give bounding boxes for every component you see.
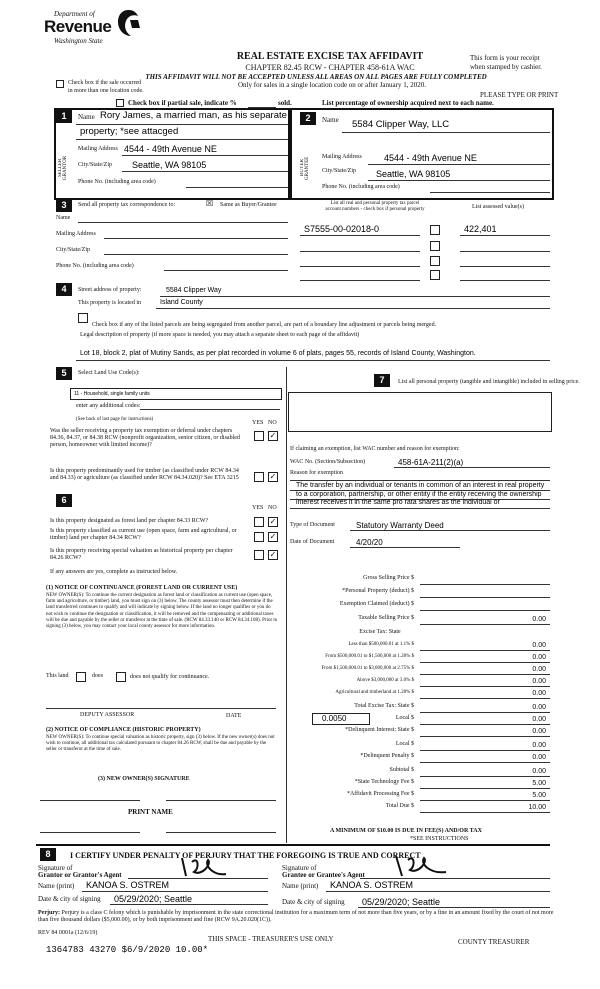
logo-state: Washington State [54,37,103,45]
perjury-notice [38,910,554,924]
s2-city-label: City/State/Zip [322,168,356,174]
s1-city-label: City/State/Zip [78,162,112,168]
tax-row-label: Less than $500,000.01 at 1.1% $ [348,642,414,647]
s1-mail-label: Mailing Address [78,146,118,152]
land-does-checkbox[interactable] [76,672,86,682]
multi-location-label: Check box if the sale occurred [68,80,142,86]
s6-question-2: Is this property classified as current use (open space, farm and agricultural, or timber) land per chapter 84.34 RCW? [50,528,237,541]
tax-row-label: *Affidavit Processing Fee $ [346,791,414,797]
grantor-sig-label: Signature of [38,864,73,872]
property-county[interactable]: Island County [160,299,203,306]
tax-row-line [420,788,550,789]
deputy-assessor-label: DEPUTY ASSESSOR [80,712,135,718]
s5-q2-yes-checkbox[interactable] [254,472,264,482]
same-as-buyer-checkbox[interactable]: ☒ [206,199,214,208]
buyer-name[interactable]: 5584 Clipper Way, LLC [352,119,450,130]
doc-date-label: Date of Document [290,539,335,545]
tax-row-label: Subtotal $ [389,767,414,773]
grantee-signature[interactable] [392,852,452,880]
sales-note: Only for sales in a single location code on or after January 1, 2020. [238,81,426,89]
s5-yes: YES [252,420,264,426]
s5-question-1: Was the seller receiving a property tax exemption or deferral under chapters 84.36, 84.37, or 84.38 RCW (nonprofit organization, senior citizen, or disabled person, homeowner with limited income)? [50,428,240,448]
tax-row-line [420,712,550,713]
reason-label: Reason for exemption [290,470,343,476]
tax-row-value[interactable]: 0.00 [532,690,546,697]
s6-yes: YES [252,505,264,511]
tax-row-label: Exemption Claimed (deduct) $ [339,601,414,607]
perjury-text: Perjury is a class C felony which is punishable by imprisonment in the state correctional institution for a maximum term of not more than five years, or by a fine in an amount fixed by the court of not more than five thousand dollars ($5,000.00), or by both imprisonment and fine (RCW 9A.20.020(1C)). [38,910,554,923]
tax-row-value[interactable]: 0.00 [532,678,546,685]
deputy-date-label: DATE [226,713,242,719]
tax-row-line [420,686,550,687]
s3-phone-label: Phone No. (including area code) [56,263,134,269]
does-not-label: does not qualify for continuance. [130,674,210,680]
tax-row-line [420,597,550,598]
ownership-label: List percentage of ownership acquired next to each name. [322,99,494,107]
tax-row-label: Excise Tax: State [359,629,401,635]
receipt-note-2: when stamped by cashier. [470,63,542,71]
grantee-date-label: Date & city of signing [282,898,345,906]
tax-row-line [420,662,550,663]
grantee-date-city[interactable]: 05/29/2020; Seattle [362,897,441,907]
county-treasurer-label: COUNTY TREASURER [458,938,530,946]
grantee-print-label: Name (print) [282,882,319,890]
partial-sale-label: Check box if partial sale, indicate % [128,99,237,107]
exemption-label: If claiming an exemption, list WAC number and reason for exemption: [290,446,460,452]
parcel-1-personal-checkbox[interactable] [430,225,440,235]
assessed-header: List assessed value(s) [472,204,524,210]
s6-q2-yes-checkbox[interactable] [254,532,264,542]
wac-number[interactable]: 458-61A-211(2)(a) [398,458,464,467]
multi-location-label-2: in more than one location code. [68,88,144,94]
tax-row-value[interactable]: 0.00 [532,704,546,711]
form-revision: REV 84 0001a (12/6/19) [38,930,98,936]
s5-question-2: Is this property predominantly used for timber (as classified under RCW 84.34 and 84.33) or agriculture (as classified under RCW 84.34.020)? See ETA 3215 [50,468,239,481]
buyer-city[interactable]: Seattle, WA 98105 [376,169,451,179]
landuse-value: 11 - Household, single family units [74,391,150,397]
tax-row-value[interactable]: 0.00 [532,666,546,673]
tax-row-value[interactable]: 10.00 [528,804,546,811]
seller-name-line2[interactable]: property; *see attacged [80,126,179,137]
s6-q2-no-checkbox[interactable]: ✓ [269,532,277,541]
tax-row-label: Taxable Selling Price $ [358,615,414,621]
tax-row-line [420,750,550,751]
form-warning: THIS AFFIDAVIT WILL NOT BE ACCEPTED UNLESS ALL AREAS ON ALL PAGES ARE FULLY COMPLETED [145,73,487,81]
s2-phone-label: Phone No. (including area code) [322,184,400,190]
tax-row-label: Total Excise Tax: State $ [354,703,414,709]
section-3-badge: 3 [56,199,72,212]
s3-name-label: Name [56,215,71,221]
legal-description[interactable]: Lot 18, block 2, plat of Mutiny Sands, as per plat recorded in volume 6 of plats, pages 55, records of Island County, Washington. [80,350,476,357]
s6-question-3: Is this property receiving special valuation as historical property per chapter 84.26 RCW? [50,548,233,561]
tax-row-line [420,800,550,801]
tax-row-label: Local $ [395,741,414,747]
tax-row-value[interactable]: 0.00 [532,654,546,661]
minimum-due-note: A MINIMUM OF $10.00 IS DUE IN FEE(S) AND/OR TAX [330,828,482,834]
tax-row-label: *Delinquent Interest: State $ [345,727,414,733]
perjury-title: Perjury: [38,910,60,916]
tax-row-value[interactable]: 0.00 [532,716,546,723]
parcel-2-personal-checkbox[interactable] [430,241,440,251]
s5-q2-no-checkbox[interactable]: ✓ [269,472,277,481]
form-chapter: CHAPTER 82.45 RCW - CHAPTER 458-61A WAC [245,63,415,72]
property-street[interactable]: 5584 Clipper Way [166,287,222,294]
partial-sale-checkbox[interactable] [116,99,124,107]
assessed-value-1[interactable]: 422,401 [464,224,497,234]
seller-side-label: SELLER GRANTOR [58,155,68,181]
s2-name-label: Name [322,116,339,124]
section-8-badge: 8 [40,848,56,861]
tax-row-line [420,650,550,651]
sold-label: sold. [278,99,292,107]
s1-name-label: Name [78,113,95,121]
form-title: REAL ESTATE EXCISE TAX AFFIDAVIT [236,51,424,62]
section-6-badge: 6 [56,494,72,507]
buyer-side-label: BUYER GRANTEE [300,156,310,180]
s6-instruction: If any answers are yes, complete as instructed below. [50,569,178,575]
personal-property-label: List all personal property (tangible and intangible) included in selling price. [398,379,580,385]
s6-no: NO [268,505,277,511]
legal-label: Legal description of property (if more space is needed, you may attach a separate sheet to each page of the affidavit) [80,332,360,338]
receipt-note-1: This form is your receipt [470,54,540,62]
grantor-signature[interactable] [178,854,234,880]
parcel-3-personal-checkbox[interactable] [430,256,440,266]
land-does-not-checkbox[interactable] [116,672,126,682]
parcels-header: List all real and personal property tax parcel [330,201,420,206]
landuse-label: Select Land Use Code(s): [78,370,140,376]
s6-q1-no-checkbox[interactable]: ✓ [269,517,277,526]
tax-row-value[interactable]: 0.00 [532,768,546,775]
print-name-label: PRINT NAME [128,808,173,816]
s2-mail-label: Mailing Address [322,154,362,160]
tax-row-label: Total Due $ [385,803,414,809]
s4-street-label: Street address of property: [78,287,142,293]
notice2-title: (2) NOTICE OF COMPLIANCE (HISTORIC PROPERTY) [46,727,201,733]
treasurer-stamp: 1364783 43270 $6/9/2020 10.00* [46,945,209,955]
notice1-body: NEW OWNER(S): To continue the current designation as forest land or classification as current use (open space, farm and agriculture, or timber) land, you must sign on (3) below. The county assessor must then determine if the land transferred continues to qualify and will indicate by signing below. If the land no longer qualifies or you do not wish to continue the designation or classification, it will be removed and the compensating or additional taxes will be due and payable by the seller or transferor at the time of sale. (RCW 84.33.140 or RCW 84.34.108). Prior to signing (3) below, you may contact your local county assessor for more information. [46,593,278,630]
notice2-body: NEW OWNER(S): To continue special valuation as historic property, sign (3) below. If the new owner(s) does not wish to continue, all additional tax calculated pursuant to chapter 84.26 RCW, shall be due and payable by the seller or transferor at the time of sale. [46,735,275,753]
section-7-badge: 7 [374,374,390,387]
grantee-sig-label-2: Grantee or Grantee's Agent [282,871,365,879]
s5-q1-yes-checkbox[interactable] [254,431,264,441]
parcel-number-1[interactable]: S7555-00-02018-0 [304,224,380,234]
treasurer-use-label: THIS SPACE - TREASURER'S USE ONLY [208,935,334,943]
does-label: does [92,673,103,679]
additional-codes-label: enter any additional codes: [76,403,141,409]
tax-row-value[interactable]: 0.00 [532,754,546,761]
tax-row-line [420,776,550,777]
this-land-label: This land [46,673,69,679]
wac-label: WAC No. (Section/Subsection) [290,459,366,465]
grantor-date-city[interactable]: 05/29/2020; Seattle [114,894,193,904]
tax-row-value[interactable]: 5.00 [532,780,546,787]
tax-row-line [420,584,550,585]
exemption-reason[interactable]: The transfer by an individual or tenants in common of an interest in real property to a corporation, partnership, or other entity if the entity receiving the ownership interest receives it in the same pro rata shares as the individual or [296,482,545,506]
personal-property-field[interactable] [288,392,552,432]
grantee-sig-label: Signature of [282,864,317,872]
s3-corr-label: Send all property tax correspondence to: [78,202,176,208]
logo-emblem-icon [116,8,142,38]
section-5-badge: 5 [56,367,72,380]
tax-row-label: From $1,500,000.01 to $3,000,000 at 2.75% $ [321,666,414,671]
new-owner-signature-label: (3) NEW OWNER(S) SIGNATURE [98,776,190,782]
tax-row-value[interactable]: 0.00 [532,742,546,749]
tax-row-label: *State Technology Fee $ [354,779,414,785]
local-rate: 0.0050 [322,714,347,723]
section-4-badge: 4 [56,283,72,296]
logo-name: Revenue [44,17,112,36]
tax-row-line [420,610,550,611]
tax-row-value[interactable]: 0.00 [532,616,546,623]
tax-row-line [420,724,550,725]
tax-row-label: Agricultural and timberland at 1.28% $ [335,690,414,695]
section-1-badge: 1 [56,110,72,123]
tax-row-value[interactable]: 0.00 [532,642,546,649]
tax-row-value[interactable]: 0.00 [532,728,546,735]
tax-row-label: From $500,000.01 to $1,500,000 at 1.28% $ [325,654,414,659]
see-back-note: (See back of last page for instructions) [76,417,154,422]
tax-row-label: Gross Selling Price $ [363,575,414,581]
seller-mailing-address[interactable]: 4544 - 49th Avenue NE [124,144,217,154]
tax-row-label: *Delinquent Penalty $ [360,753,414,759]
logo-dept: Department of [54,10,95,18]
grantor-sig-label-2: Grantor or Grantor's Agent [38,871,122,879]
certify-statement: I CERTIFY UNDER PENALTY OF PERJURY THAT THE FOREGOING IS TRUE AND CORRECT [70,851,421,860]
segregated-label: Check box if any of the listed parcels are being segregated from another parcel, are part of a boundary line adjustment or parcels being merged. [92,322,437,328]
tax-row-line [420,762,550,763]
tax-row-label: Above $3,000,000 at 3.0% $ [356,678,414,683]
s5-q1-no-checkbox[interactable]: ✓ [269,431,277,440]
parcels-header-2: account numbers - check box if personal property [325,207,425,212]
tax-row-line [420,698,550,699]
s1-phone-label: Phone No. (including area code) [78,179,156,185]
s6-q3-no-checkbox[interactable]: ✓ [269,550,277,559]
s6-question-1: Is this property designated as forest land per chapter 84.33 RCW? [50,518,209,524]
s3-mail-label: Mailing Address [56,231,96,237]
print-note: PLEASE TYPE OR PRINT [480,91,559,99]
grantor-date-label: Date & city of signing [38,895,101,903]
document-date[interactable]: 4/20/20 [356,538,383,547]
tax-row-line [420,624,550,625]
grantee-print-name[interactable]: KANOA S. OSTREM [330,880,414,890]
seller-name-line1[interactable]: Rory James, a married man, as his separate [100,110,287,121]
s3-same-label: Same as Buyer/Grantee [220,202,277,208]
section-2-badge: 2 [300,112,316,125]
s4-located-label: This property is located in [78,300,141,306]
seller-city[interactable]: Seattle, WA 98105 [132,160,207,170]
tax-row-value[interactable]: 5.00 [532,792,546,799]
multi-location-checkbox[interactable] [56,80,64,88]
grantor-print-label: Name (print) [38,882,75,890]
segregated-checkbox[interactable] [78,313,88,323]
grantor-print-name[interactable]: KANOA S. OSTREM [86,880,170,890]
tax-row-line [420,812,550,813]
tax-row-label: *Personal Property (deduct) $ [342,588,414,594]
dor-logo [44,8,154,60]
tax-row-label: Local $ [395,715,414,721]
tax-row-line [420,736,550,737]
tax-row-line [420,674,550,675]
s5-no: NO [268,420,277,426]
s6-q3-yes-checkbox[interactable] [254,550,264,560]
notice1-title: (1) NOTICE OF CONTINUANCE (FOREST LAND OR CURRENT USE) [46,585,238,591]
document-type[interactable]: Statutory Warranty Deed [356,521,444,530]
buyer-mailing-address[interactable]: 4544 - 49th Avenue NE [384,153,477,163]
parcel-4-personal-checkbox[interactable] [430,270,440,280]
see-instructions-note: *SEE INSTRUCTIONS [410,836,469,842]
s6-q1-yes-checkbox[interactable] [254,517,264,527]
doc-type-label: Type of Document [290,522,335,528]
s3-city-label: City/State/Zip [56,247,90,253]
